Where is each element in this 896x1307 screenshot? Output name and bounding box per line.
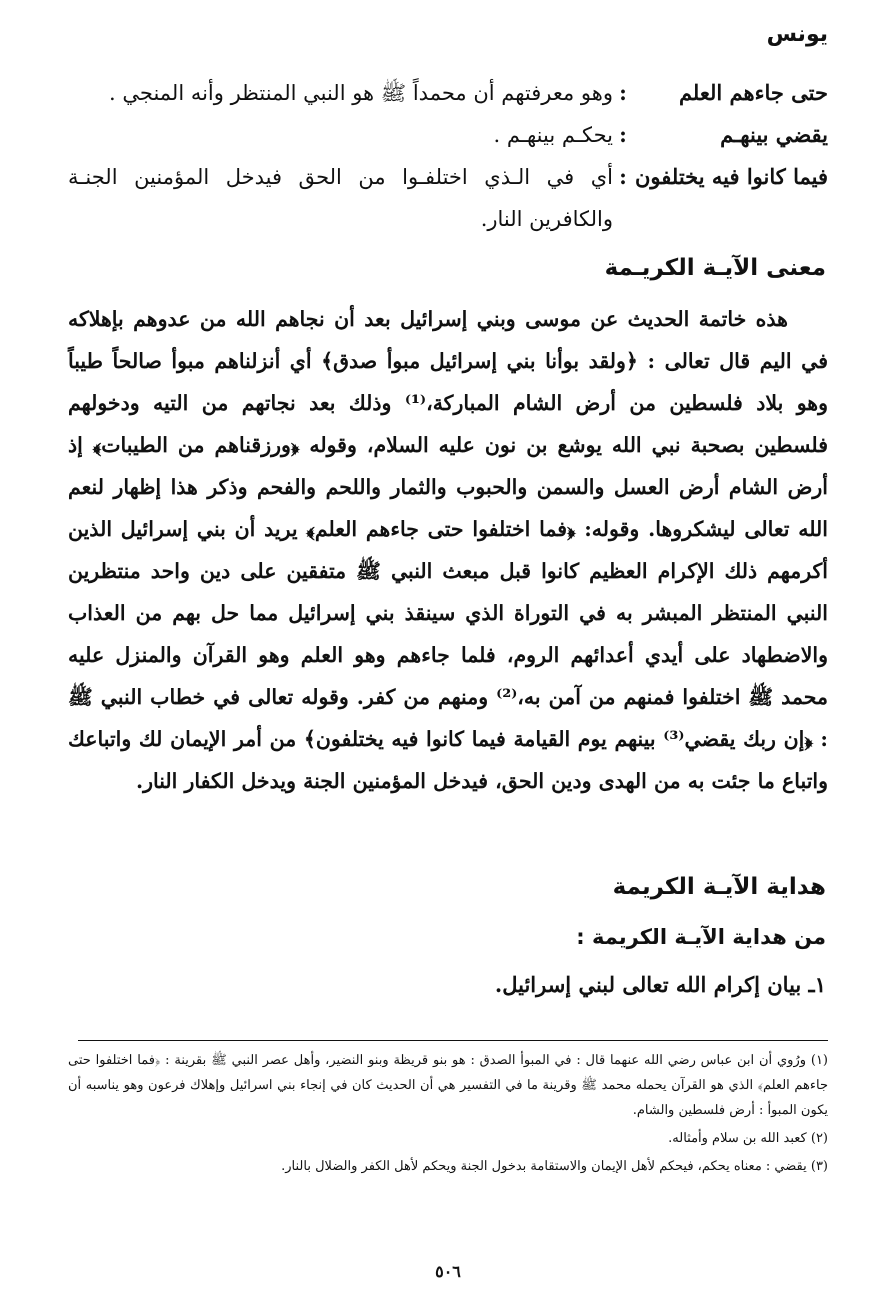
footnotes [68, 1048, 828, 1182]
glossary-row [68, 114, 828, 156]
page-number: ٥٠٦ [435, 1262, 461, 1281]
glossary [68, 72, 828, 240]
running-header: يونس [766, 22, 828, 47]
meaning-heading: معنى الآيـة الكريـمة [604, 255, 826, 281]
glossary-row [68, 156, 828, 240]
glossary-term: يقضي بينهـم [720, 122, 828, 147]
glossary-colon: : [619, 164, 627, 189]
glossary-term: حتى جاءهم العلم [678, 80, 828, 105]
footnote: (١) ورُوي أن ابن عباس رضي الله عنهما قال : في المبوأ الصدق : هو بنو قريظة وبنو النضير، وأهل عصر النبي ﷺ بقرينة : ﴿فما اختلفوا حتى جاءهم العلم﴾ الذي هو القرآن يحمله محمد ﷺ وقرينة ما في التفسير هي أن الحديث كان في إنجاء بني اسرائيل وإهلاك فرعون وهو يناسبه أن يكون المبوأ : أرض فلسطين والشام. [68, 1053, 828, 1118]
guidance-point: ١ـ بيان إكرام الله تعالى لبني إسرائيل. [494, 972, 826, 997]
glossary-row [68, 72, 828, 114]
glossary-term: فيما كانوا فيه يختلفون [635, 164, 828, 189]
meaning-paragraph: هذه خاتمة الحديث عن موسى وبني إسرائيل بعد أن نجاهم الله من عدوهم بإهلاكه في اليم قال تعالى : ﴿ولقد بوأنا بني إسرائيل مبوأ صدق﴾ أي أنزلناهم مبوأ صالحاً طيباً وهو بلاد فلسطين من أرض الشام المباركة،⁽¹⁾ وذلك بعد نجاتهم من التيه ودخولهم فلسطين بصحبة نبي الله يوشع بن نون عليه السلام، وقوله ﴿ورزقناهم من الطيبات﴾ إذ أرض الشام أرض العسل والسمن والحبوب والثمار واللحم والفحم وذكر هذا إظهار لنعم الله تعالى ليشكروها. وقوله: ﴿فما اختلفوا حتى جاءهم العلم﴾ يريد أن بني إسرائيل الذين أكرمهم ذلك الإكرام العظيم كانوا قبل مبعث النبي ﷺ متفقين على دين واحد منتظرين النبي المنتظر المبشر به في التوراة الذي سينقذ بني إسرائيل مما حل بهم من العذاب والاضطهاد على أيدي أعدائهم الروم، فلما جاءهم وهو العلم وهو القرآن والمنزل عليه محمد ﷺ اختلفوا فمنهم من آمن به،⁽²⁾ ومنهم من كفر. وقوله تعالى في خطاب النبي ﷺ : ﴿إن ربك يقضي⁽³⁾ بينهم يوم القيامة فيما كانوا فيه يختلفون﴾ من أمر الإيمان لك واتباعك واتباع ما جئت به من الهدى ودين الحق، فيدخل المؤمنين الجنة ويدخل الكفار النار. [68, 307, 829, 793]
footnote: (٢) كعبد الله بن سلام وأمثاله. [668, 1131, 828, 1146]
footnote-divider [78, 1040, 828, 1041]
glossary-definition: وهو معرفتهم أن محمداً ﷺ هو النبي المنتظر وأنه المنجي . [109, 81, 613, 105]
glossary-colon: : [619, 122, 627, 147]
glossary-definition: أي في الـذي اختلفـوا من الحق فيدخل المؤمنين الجنـة والكافرين النار. [68, 165, 613, 231]
glossary-definition: يحكـم بينهـم . [493, 123, 613, 147]
guidance-heading: هداية الآيـة الكريمة [612, 874, 826, 900]
guidance-subheading: من هداية الآيـة الكريمة : [576, 925, 826, 949]
footnote: (٣) يقضي : معناه يحكم، فيحكم لأهل الإيمان والاستقامة بدخول الجنة ويحكم لأهل الكفر والضلال بالنار. [281, 1159, 828, 1174]
glossary-colon: : [619, 80, 627, 105]
